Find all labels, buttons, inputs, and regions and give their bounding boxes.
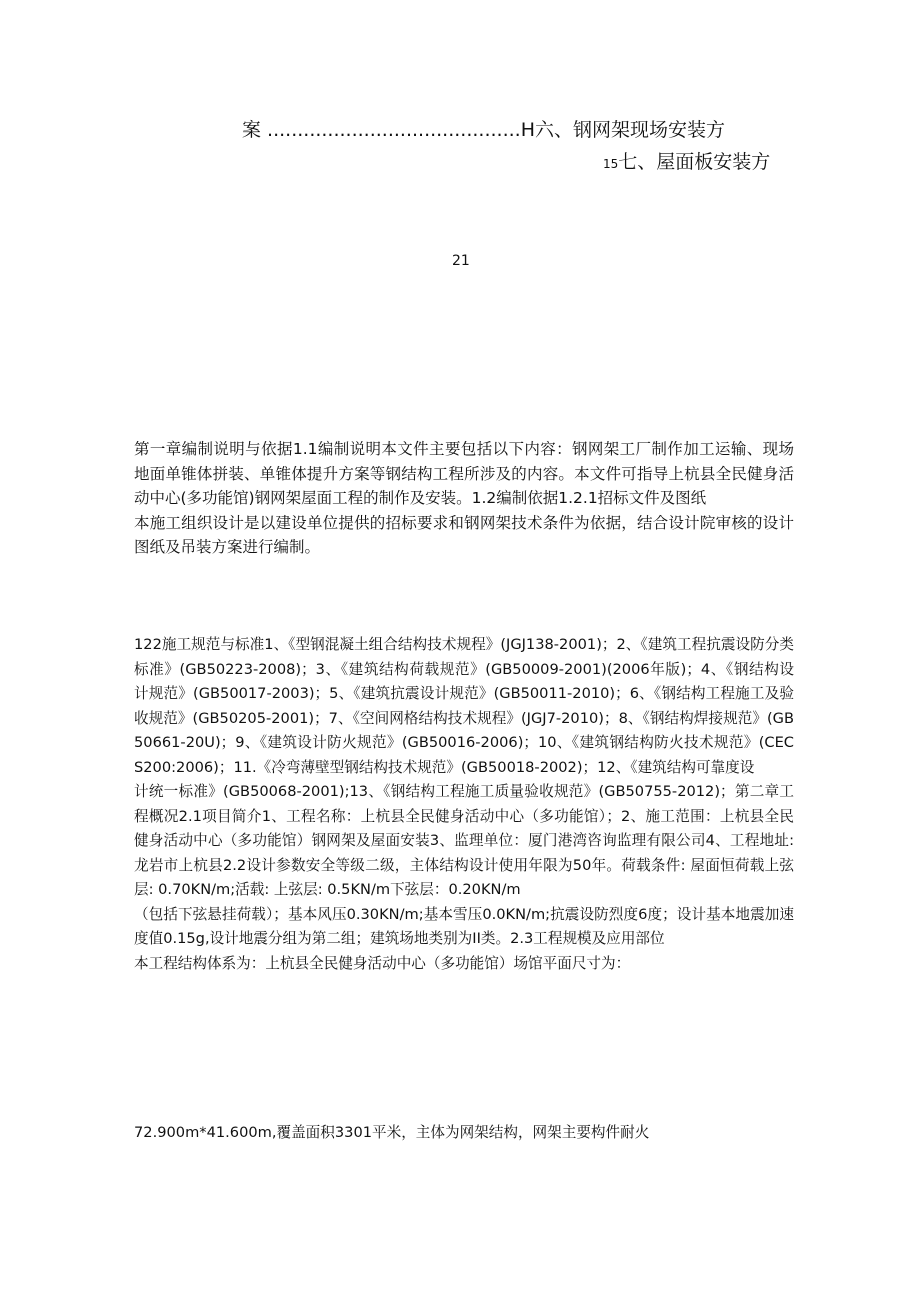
chapter-1-text: 第一章编制说明与依据1.1编制说明本文件主要包括以下内容：钢网架工厂制作加工运输、现场地面单锥体拼装、单锥体提升方案等钢结构工程所涉及的内容。本文件可指导上杭县全民健身活动中心(多功能馆)钢网架屋面工程的制作及安装。1.2编制依据1.2.1招标文件及图纸 — [134, 440, 794, 507]
chapter-1-paragraph — [134, 437, 794, 560]
chapter-2-overview-text: 计统一标准》(GB50068-2001);13、《钢结构工程施工质量验收规范》(GB50755-2012)；第二章工程概况2.1项目简介1、工程名称：上杭县全民健身活动中心（多功能馆）；2、施工范围：上杭县全民健身活动中心（多功能馆）钢网架及屋面安装3、监理单位：厦门港湾咨询监理有限公司4、工程地址: 龙岩市上杭县2.2设计参数安全等级二级，主体结构设计使用年限为50年。荷载条件: 屋面恒荷载上弦层: 0.70KN/m;活载: 上弦层: 0.5KN/m下弦层：0.20KN/m — [134, 783, 794, 898]
chapter-1-basis-text: 本施工组织设计是以建设单位提供的招标要求和钢网架技术条件为依据，结合设计院审核的设计图纸及吊装方案进行编制。 — [134, 513, 794, 556]
toc-entry-6 — [242, 118, 725, 142]
load-parameters-text: （包括下弦悬挂荷载）；基本风压0.30KN/m;基本雪压0.0KN/m;抗震设防烈度6度；设计基本地震加速度值0.15g,设计地震分组为第二组；建筑场地类别为II类。2.3工程规模及应用部位 — [134, 905, 794, 947]
standards-list-text: 122施工规范与标准1、《型钢混凝土组合结构技术规程》(JGJ138-2001)；2、《建筑工程抗震设防分类标准》(GB50223-2008)；3、《建筑结构荷载规范》(GB50009-2001)(2006年版)；4、《钢结构设计规范》(GB50017-2003)；5、《建筑抗震设计规范》(GB50011-2010)；6、《钢结构工程施工及验收规范》(GB50205-2001)；7、《空间网格结构技术规程》(JGJ7-2010)；8、《钢结构焊接规范》(GB50661-20U)；9、《建筑设计防火规范》(GB50016-2006)；10、《建筑钢结构防火技术规范》(CECS200:2006)；11.《冷弯薄壁型钢结构技术规范》(GB50018-2002)；12、《建筑结构可靠度设 — [134, 636, 794, 776]
standards-and-overview-paragraph — [134, 633, 794, 976]
structure-system-text: 本工程结构体系为：上杭县全民健身活动中心（多功能馆）场馆平面尺寸为： — [134, 954, 631, 972]
dimensions-text: 72.900m*41.600m,覆盖面积3301平米，主体为网架结构，网架主要构件耐火 — [134, 1124, 650, 1141]
toc-entry-7-page: 15 — [603, 157, 619, 171]
toc-entry-7 — [603, 150, 770, 176]
toc-entry-7-text: 七、屋面板安装方 — [618, 151, 771, 173]
page-number: 21 — [452, 253, 470, 269]
toc-entry-6-text: 案 ..........................................H六、钢网架现场安装方 — [242, 119, 725, 141]
dimensions-paragraph — [134, 1121, 794, 1146]
